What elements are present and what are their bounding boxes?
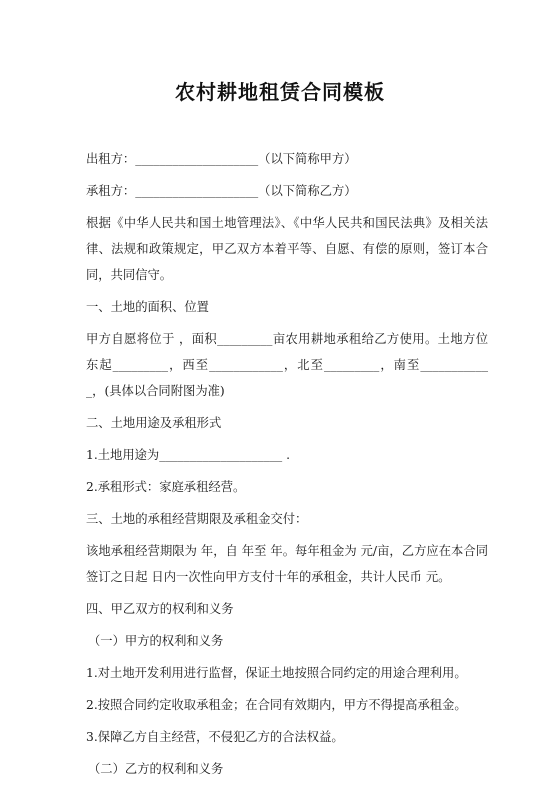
paragraph-area-location: 甲方自愿将位于 ，面积_________亩农用耕地承租给乙方使用。土地方位东起_________，西至____________，北至_________，南至____________，(具体以合同附图为准) — [86, 332, 488, 398]
paragraph-party-a-3: 3.保障乙方自主经营，不侵犯乙方的合法权益。 — [86, 730, 344, 744]
paragraph-term-rent: 该地承租经营期限为 年，自 年至 年。每年租金为 元/亩，乙方应在本合同签订之日起 日内一次性向甲方支付十年的承租金，共计人民币 元。 — [86, 544, 488, 584]
subsection-heading-party-a: （一）甲方的权利和义务 — [88, 634, 224, 648]
section-heading-area-location: 一、土地的面积、位置 — [86, 300, 209, 314]
paragraph-usage-2: 2.承租形式：家庭承租经营。 — [86, 480, 246, 494]
document-title: 农村耕地租赁合同模板 — [175, 80, 385, 104]
paragraph-legal-basis: 根据《中华人民共和国土地管理法》、《中华人民共和国民法典》及相关法律、法规和政策规定，甲乙双方本着平等、自愿、有偿的原则，签订本合同，共同信守。 — [86, 216, 488, 282]
section-heading-rights: 四、甲乙双方的权利和义务 — [86, 602, 234, 616]
document-body — [86, 146, 488, 788]
paragraph-lessor: 出租方：____________________（以下简称甲方） — [86, 152, 357, 166]
subsection-heading-party-b: （二）乙方的权利和义务 — [88, 762, 224, 776]
section-heading-usage: 二、土地用途及承租形式 — [86, 416, 222, 430]
paragraph-usage-1: 1.土地用途为____________________ . — [86, 448, 291, 462]
section-heading-term-rent: 三、土地的承租经营期限及承租金交付： — [86, 512, 308, 526]
paragraph-lessee: 承租方：____________________（以下简称乙方） — [86, 184, 357, 198]
paragraph-party-a-2: 2.按照合同约定收取承租金；在合同有效期内，甲方不得提高承租金。 — [86, 698, 467, 712]
paragraph-party-a-1: 1.对土地开发利用进行监督，保证土地按照合同约定的用途合理利用。 — [86, 666, 467, 680]
